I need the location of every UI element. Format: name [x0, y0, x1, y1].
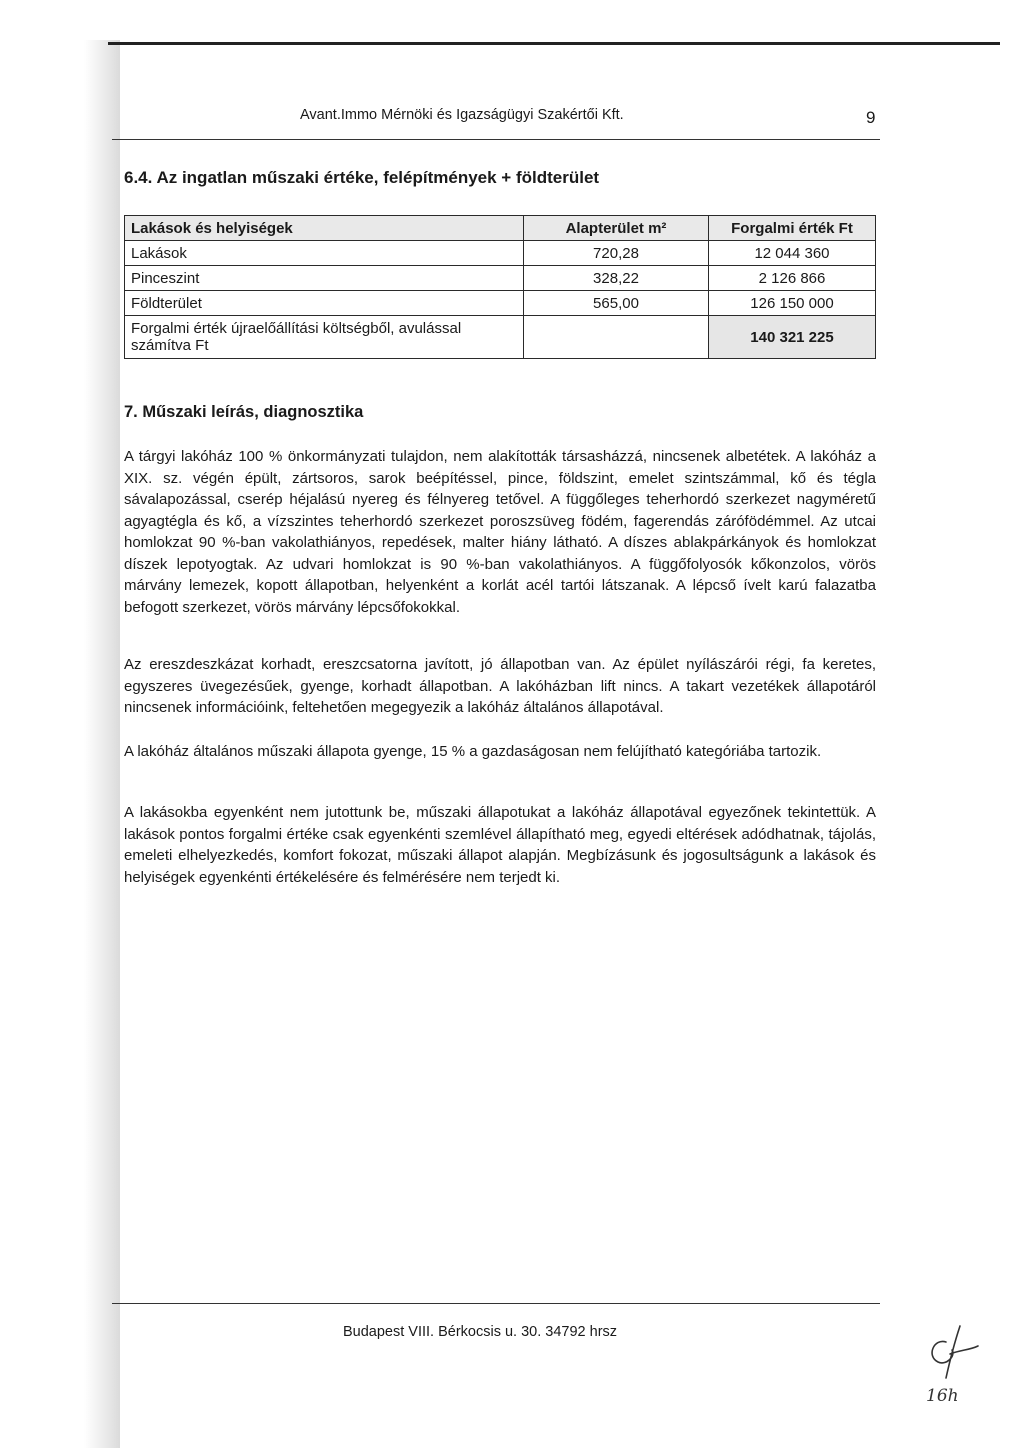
section-7-title: 7. Műszaki leírás, diagnosztika [124, 403, 364, 421]
table-cell: 565,00 [524, 291, 709, 316]
table-total-row [125, 316, 876, 359]
value-table [124, 215, 876, 359]
table-row [125, 266, 876, 291]
table-header-row [125, 216, 876, 241]
section-6-4-title: 6.4. Az ingatlan műszaki értéke, felépítmények + földterület [124, 168, 600, 187]
total-value: 140 321 225 [709, 316, 876, 359]
handwritten-page-number: 16h [926, 1386, 959, 1406]
total-label: Forgalmi érték újraelőállítási költségből, avulással számítva Ft [125, 316, 524, 359]
table-cell: 12 044 360 [709, 241, 876, 266]
table-header-cell: Alapterület m² [524, 216, 709, 241]
paragraph: A lakóház általános műszaki állapota gyenge, 15 % a gazdaságosan nem felújítható kategóriába tartozik. [124, 743, 822, 760]
table-cell: Pinceszint [125, 266, 524, 291]
header-divider [112, 139, 880, 140]
paragraph: A lakásokba egyenként nem jutottunk be, műszaki állapotukat a lakóház állapotával egyezőnek tekintettük. A lakások pontos forgalmi értéke csak egyenkénti szemlével állapítható meg, egyedi eltérések adódhatnak, tájolás, emeleti elhelyezkedés, komfort fokozat, műszaki állapot alapján. Megbízásunk és jogosultságunk a lakások és helyiségek egyenkénti értékelésére és felmérésére nem terjedt ki. [124, 804, 876, 886]
table-cell: 126 150 000 [709, 291, 876, 316]
empty-cell [524, 316, 709, 359]
table-cell: 2 126 866 [709, 266, 876, 291]
scan-shadow [0, 40, 120, 1448]
table-cell: Földterület [125, 291, 524, 316]
table-cell: 328,22 [524, 266, 709, 291]
table-row [125, 241, 876, 266]
top-border-rule [108, 42, 1000, 45]
paragraph: Az ereszdeszkázat korhadt, ereszcsatorna javított, jó állapotban van. Az épület nyílászárói régi, fa keretes, egyszeres üvegezésűek, gyenge, korhadt állapotban. A lakóházban lift nincs. A takart vezetékek állapotáról nincsenek információink, feltehetően megegyezik a lakóház általános állapotával. [124, 656, 876, 716]
footer-divider [112, 1303, 880, 1304]
table-cell: Lakások [125, 241, 524, 266]
paragraph: A tárgyi lakóház 100 % önkormányzati tulajdon, nem alakították társasházzá, nincsenek albetétek. A lakóház a XIX. sz. végén épült, zártsoros, sarok beépítéssel, pince, földszint, emelet szintszámmal, kő és tégla sávalapozással, cserép héjalású nyereg és félnyereg tetővel. A függőleges teherhordó szerkezet nagyméretű agyagtégla és kő, a vízszintes teherhordó szerkezet poroszsüveg födém, fagerendás zárófödémmel. Az utcai homlokzat 90 %-ban vakolathiányos, repedések, malter hiány látható. A díszes ablakpárkányok és homlokzat díszek lepotyogtak. Az udvari homlokzat is 90 %-ban vakolathiányos. A függőfolyosók kőkonzolos, vörös márvány lemezek, kopott állapotban, helyenként a korlát acél tartói látszanak. A lépcső ívelt karú falazatba befogott szerkezet, vörös márvány lépcsőfokokkal. [124, 448, 876, 616]
signature-icon [916, 1320, 988, 1384]
page-number: 9 [866, 108, 876, 127]
table-cell: 720,28 [524, 241, 709, 266]
footer-address: Budapest VIII. Bérkocsis u. 30. 34792 hrsz [343, 1324, 618, 1340]
table-row [125, 291, 876, 316]
table-header-cell: Lakások és helyiségek [125, 216, 524, 241]
header-company: Avant.Immo Mérnöki és Igazságügyi Szakértői Kft. [300, 107, 624, 123]
table-header-cell: Forgalmi érték Ft [709, 216, 876, 241]
